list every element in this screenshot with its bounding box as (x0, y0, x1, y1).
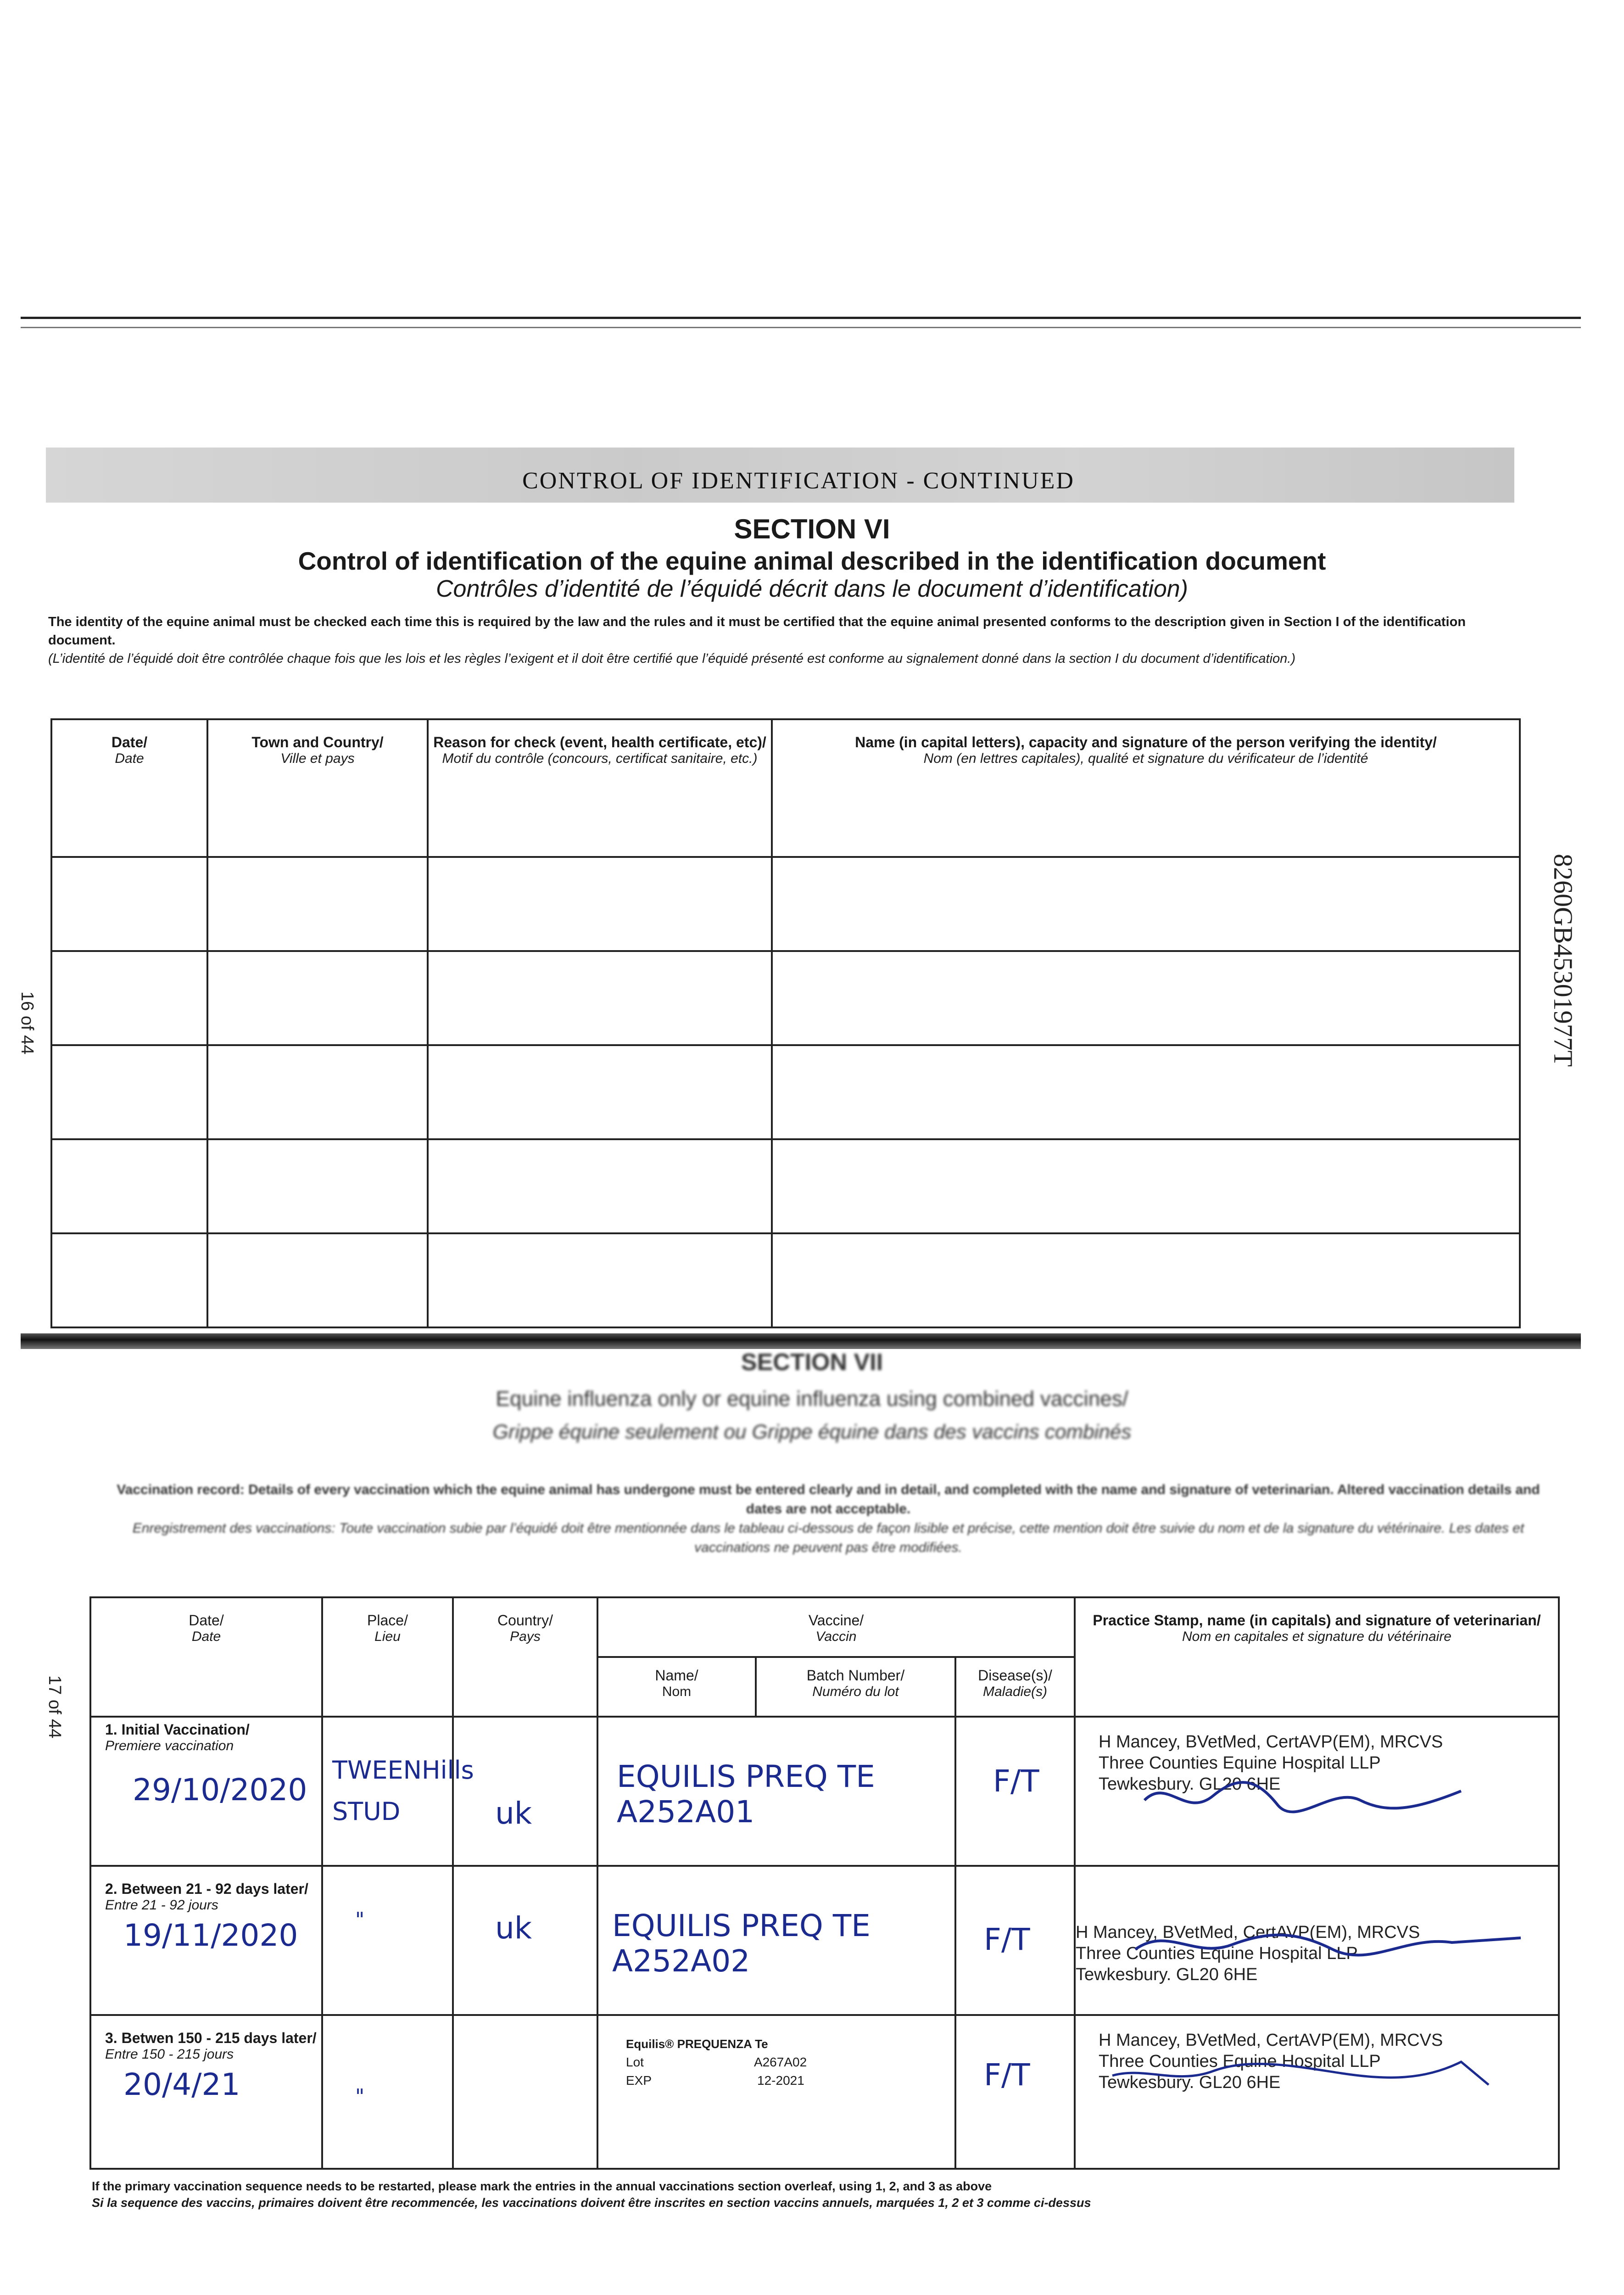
handwritten-disease: F/T (984, 1922, 1030, 1957)
vet-stamp-cell[interactable] (1075, 1866, 1559, 2015)
vet-signature (1140, 1773, 1470, 1823)
section-vii-title: SECTION VII (741, 1349, 883, 1376)
reason-cell[interactable] (428, 1045, 772, 1139)
table-header-row (51, 719, 1520, 857)
vet-signature (1103, 2048, 1498, 2099)
col-place: Place/ Lieu (322, 1597, 453, 1717)
date-cell[interactable] (51, 951, 207, 1045)
section-vi-subtitle-en: Control of identification of the equine animal described in the identification document (298, 547, 1326, 575)
table-row (51, 1045, 1520, 1139)
vaccination-row-1 (90, 1717, 1559, 1866)
date-cell[interactable] (51, 1233, 207, 1327)
town-cell[interactable] (207, 951, 428, 1045)
record-fr: Enregistrement des vaccinations: Toute vaccination subie par l’équidé doit être mentionnée dans le tableau ci-dessous de façon lisible et précise, cette mention doit être suivie du nom et de la signature du vétérinaire. Les dates et vaccinations ne peuvent pas être modifiées. (132, 1521, 1524, 1555)
verifier-cell[interactable] (772, 1045, 1520, 1139)
handwritten-date: 19/11/2020 (123, 1918, 298, 1953)
vaccination-header-row (90, 1597, 1559, 1657)
table-row (51, 857, 1520, 951)
handwritten-date: 29/10/2020 (133, 1772, 307, 1808)
table-row (51, 1139, 1520, 1233)
page-number-17: 17 of 44 (45, 1675, 64, 1739)
handwritten-place: " (355, 2085, 365, 2108)
handwritten-country: uk (495, 1796, 532, 1831)
disease-cell[interactable] (955, 1717, 1075, 1866)
col-date: Date/ Date (51, 719, 207, 857)
date-cell[interactable] (90, 1717, 322, 1866)
handwritten-batch: A252A02 (612, 1943, 750, 1979)
row-label-fr: Entre 21 - 92 jours (105, 1898, 218, 1913)
vet-signature (1131, 1917, 1525, 1968)
date-cell[interactable] (51, 1139, 207, 1233)
col-date: Date/ Date (90, 1597, 322, 1717)
date-cell[interactable] (51, 1045, 207, 1139)
row-label-fr: Premiere vaccination (105, 1738, 234, 1753)
footnote-fr: Si la sequence des vaccins, primaires doivent être recommencée, les vaccinations doivent être inscrites en section vaccins annuels, marquées 1, 2 et 3 comme ci-dessus (92, 2196, 1091, 2210)
intro-en: The identity of the equine animal must be checked each time this is required by the law and the rules and it must be certified that the equine animal presented conforms to the description given in Section I of the identification document. (48, 615, 1466, 648)
section-vi-title: SECTION VI (734, 514, 890, 544)
row-label: 2. Between 21 - 92 days later/ (105, 1881, 308, 1897)
vaccine-cell[interactable] (597, 1866, 955, 2015)
handwritten-batch: A252A01 (617, 1794, 755, 1830)
date-cell[interactable] (51, 857, 207, 951)
col-verifier: Name (in capital letters), capacity and signature of the person verifying the identity/ Nom (en lettres capitales), qualité et signature du vérificateur de l’identité (772, 719, 1520, 857)
section-vii-subtitle-en: Equine influenza only or equine influenza using combined vaccines/ (496, 1387, 1128, 1411)
section-vi-subtitle-fr: Contrôles d’identité de l’équidé décrit dans le document d’identification) (436, 576, 1188, 602)
intro-fr: (L’identité de l’équidé doit être contrôlée chaque fois que les lois et les règles l’exigent et il doit être certifié que l’équidé présenté est conforme au signalement donné dans la section I du document d’identification.) (48, 651, 1295, 666)
passport-number: 8260GB45301977T (1548, 854, 1578, 1067)
date-cell[interactable] (90, 1866, 322, 2015)
footnote-en: If the primary vaccination sequence needs to be restarted, please mark the entries in the annual vaccinations section overleaf, using 1, 2, and 3 as above (92, 2179, 992, 2193)
col-country: Country/ Pays (453, 1597, 597, 1717)
town-cell[interactable] (207, 1045, 428, 1139)
verifier-cell[interactable] (772, 857, 1520, 951)
vet-stamp-cell[interactable] (1075, 1717, 1559, 1866)
page-number-16: 16 of 44 (17, 991, 37, 1055)
section-vii-subtitle-fr: Grippe équine seulement ou Grippe équine dans des vaccins combinés (492, 1421, 1132, 1443)
reason-cell[interactable] (428, 1139, 772, 1233)
vaccine-cell[interactable] (597, 2015, 955, 2169)
col-vet: Practice Stamp, name (in capitals) and signature of veterinarian/ Nom en capitales et signature du vétérinaire (1075, 1597, 1559, 1717)
disease-cell[interactable] (955, 1866, 1075, 2015)
country-cell[interactable] (453, 2015, 597, 2169)
col-batch: Batch Number/ Numéro du lot (756, 1657, 955, 1717)
vet-stamp: H Mancey, BVetMed, CertAVP(EM), MRCVS Three Counties Equine Hospital LLP Tewkesbury. GL20 6HE (1099, 2031, 1443, 2092)
handwritten-disease: F/T (984, 2057, 1030, 2093)
row-label-fr: Entre 150 - 215 jours (105, 2047, 234, 2062)
town-cell[interactable] (207, 857, 428, 951)
handwritten-country: uk (495, 1910, 532, 1946)
place-cell[interactable] (322, 2015, 453, 2169)
verifier-cell[interactable] (772, 1233, 1520, 1327)
page-fold-shadow (21, 1333, 1581, 1349)
disease-cell[interactable] (955, 2015, 1075, 2169)
continued-title: CONTROL OF IDENTIFICATION - CONTINUED (522, 468, 1075, 494)
row-label: 3. Betwen 150 - 215 days later/ (105, 2030, 317, 2046)
vaccination-row-2 (90, 1866, 1559, 2015)
handwritten-vaccine: EQUILIS PREQ TE (617, 1759, 875, 1794)
reason-cell[interactable] (428, 857, 772, 951)
place-cell[interactable] (322, 1866, 453, 2015)
country-cell[interactable] (453, 1717, 597, 1866)
identity-check-table (50, 718, 1521, 1328)
row-label: 1. Initial Vaccination/ (105, 1721, 250, 1738)
town-cell[interactable] (207, 1233, 428, 1327)
town-cell[interactable] (207, 1139, 428, 1233)
vet-stamp-cell[interactable] (1075, 2015, 1559, 2169)
handwritten-date: 20/4/21 (123, 2067, 240, 2102)
handwritten-place: TWEENHills STUD (332, 1756, 474, 1826)
table-row (51, 951, 1520, 1045)
footnote (92, 2178, 1560, 2211)
vaccination-row-3 (90, 2015, 1559, 2169)
handwritten-disease: F/T (993, 1763, 1039, 1799)
vaccination-table (89, 1596, 1560, 2170)
country-cell[interactable] (453, 1866, 597, 2015)
col-reason: Reason for check (event, health certificate, etc)/ Motif du contrôle (concours, certificat sanitaire, etc.) (428, 719, 772, 857)
col-vaccine-name: Name/ Nom (597, 1657, 756, 1717)
section-vii-record (106, 1480, 1551, 1557)
vet-stamp: H Mancey, BVetMed, CertAVP(EM), MRCVS Three Counties Equine Hospital LLP Tewkesbury. GL20 6HE (1076, 1923, 1420, 1984)
vet-stamp: H Mancey, BVetMed, CertAVP(EM), MRCVS Three Counties Equine Hospital LLP Tewkesbury. GL20 6HE (1099, 1732, 1443, 1794)
vaccine-sticker-label: Equilis® PREQUENZA Te Lot A267A02 EXP 12-2021 (621, 2032, 887, 2093)
vaccine-cell[interactable] (597, 1717, 955, 1866)
verifier-cell[interactable] (772, 951, 1520, 1045)
top-rule-second (21, 327, 1581, 328)
table-row (51, 1233, 1520, 1327)
handwritten-place: " (355, 1908, 365, 1931)
reason-cell[interactable] (428, 1233, 772, 1327)
verifier-cell[interactable] (772, 1139, 1520, 1233)
section-vi-intro (48, 613, 1498, 668)
top-rule (21, 317, 1581, 319)
record-en: Vaccination record: Details of every vaccination which the equine animal has undergone must be entered clearly and in detail, and completed with the name and signature of veterinarian. Altered vaccination details and dates are not acceptable. (117, 1482, 1540, 1517)
handwritten-vaccine: EQUILIS PREQ TE (612, 1908, 871, 1943)
place-cell[interactable] (322, 1717, 474, 1866)
reason-cell[interactable] (428, 951, 772, 1045)
date-cell[interactable] (90, 2015, 322, 2169)
col-disease: Disease(s)/ Maladie(s) (955, 1657, 1075, 1717)
col-vaccine: Vaccine/ Vaccin (597, 1597, 1075, 1657)
col-town-country: Town and Country/ Ville et pays (207, 719, 428, 857)
